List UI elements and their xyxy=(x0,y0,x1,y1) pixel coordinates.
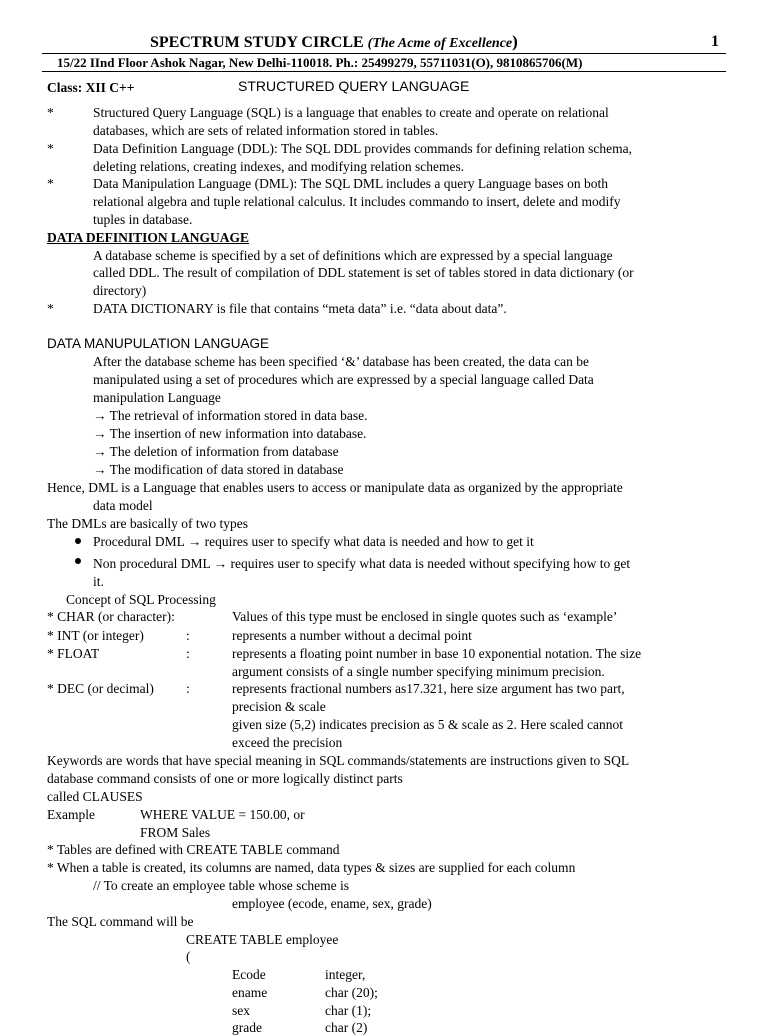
type-name: * CHAR (or character): xyxy=(47,609,175,624)
tables-line: * Tables are defined with CREATE TABLE command xyxy=(47,842,340,857)
bullet-dot-icon xyxy=(75,558,81,564)
example-label: Example xyxy=(47,807,95,822)
type-sep: : xyxy=(186,681,190,696)
topic-title: STRUCTURED QUERY LANGUAGE xyxy=(238,78,470,94)
column-type: char (1); xyxy=(325,1003,372,1018)
create-statement: CREATE TABLE employee xyxy=(186,932,339,947)
bullet-line: databases, which are sets of related information stored in tables. xyxy=(93,123,439,138)
header-tagline: (The Acme of Excellence xyxy=(367,36,513,51)
dml-type-line: it. xyxy=(93,574,104,589)
dml-heading: DATA MANUPULATION LANGUAGE xyxy=(47,336,270,351)
type-desc: precision & scale xyxy=(232,699,326,714)
ddl-heading: DATA DEFINITION LANGUAGE xyxy=(47,230,250,245)
header-address: 15/22 IInd Floor Ashok Nagar, New Delhi-110018. Ph.: 25499279, 55711031(O), 9810865706(M) xyxy=(57,55,583,70)
type-desc: represents a floating point number in base 10 exponential notation. The size xyxy=(232,646,642,661)
type-desc: exceed the precision xyxy=(232,735,343,750)
address-rule xyxy=(42,71,726,72)
arrow-item: → The deletion of information from database xyxy=(93,444,339,459)
bullet-marker: * xyxy=(47,141,54,156)
page-number: 1 xyxy=(711,33,719,50)
dml-para-line: manipulation Language xyxy=(93,390,221,405)
bullet-line: Data Definition Language (DDL): The SQL DDL provides commands for defining relation schema, xyxy=(93,141,632,156)
arrow-item: → The retrieval of information stored in data base. xyxy=(93,408,368,423)
bullet-line: deleting relations, creating indexes, and modifying relation schemes. xyxy=(93,159,465,174)
bullet-line: Structured Query Language (SQL) is a language that enables to create and operate on relational xyxy=(93,105,609,120)
dml-para-line: manipulated using a set of procedures which are expressed by a special language called Data xyxy=(93,372,594,387)
type-name: * DEC (or decimal) xyxy=(47,681,154,696)
column-name: grade xyxy=(232,1020,262,1035)
tables-comment: // To create an employee table whose scheme is xyxy=(93,878,349,893)
bullet-marker: * xyxy=(47,176,54,191)
dml-type-line: Procedural DML → requires user to specify what data is needed and how to get it xyxy=(93,534,534,549)
column-type: char (20); xyxy=(325,985,378,1000)
type-desc: given size (5,2) indicates precision as 5 & scale as 2. Here scaled cannot xyxy=(232,717,623,732)
column-name: sex xyxy=(232,1003,250,1018)
example-line: WHERE VALUE = 150.00, or xyxy=(140,807,305,822)
dml-para-line: After the database scheme has been specified ‘&’ database has been created, the data can be xyxy=(93,354,589,369)
bullet-line: relational algebra and tuple relational calculus. It includes commando to insert, delete and modify xyxy=(93,194,621,209)
header-title: SPECTRUM STUDY CIRCLE xyxy=(150,34,364,51)
hence-line: Hence, DML is a Language that enables users to access or manipulate data as organized by the appropriate xyxy=(47,480,623,495)
header-title-line xyxy=(150,32,518,54)
type-desc: represents fractional numbers as17.321, here size argument has two part, xyxy=(232,681,625,696)
hence-line: data model xyxy=(93,498,153,513)
arrow-item: → The modification of data stored in database xyxy=(93,462,344,477)
bullet-marker: * xyxy=(47,105,54,120)
column-name: Ecode xyxy=(232,967,266,982)
column-name: ename xyxy=(232,985,268,1000)
data-dictionary-line: DATA DICTIONARY is file that contains “meta data” i.e. “data about data”. xyxy=(93,301,507,316)
dml-type-line: Non procedural DML → requires user to specify what data is needed without specifying how to get xyxy=(93,556,631,571)
bullet-marker: * xyxy=(47,301,54,316)
type-desc: represents a number without a decimal point xyxy=(232,628,472,643)
column-type: integer, xyxy=(325,967,366,982)
type-sep: : xyxy=(186,628,190,643)
keywords-line: called CLAUSES xyxy=(47,789,143,804)
type-sep: : xyxy=(186,646,190,661)
bullet-dot-icon xyxy=(75,538,81,544)
class-label: Class: XII C++ xyxy=(47,80,135,95)
arrow-item: → The insertion of new information into database. xyxy=(93,426,367,441)
concept-heading: Concept of SQL Processing xyxy=(66,592,216,607)
keywords-line: database command consists of one or more logically distinct parts xyxy=(47,771,403,786)
type-desc: argument consists of a single number specifying minimum precision. xyxy=(232,664,605,679)
bullet-line: Data Manipulation Language (DML): The SQL DML includes a query Language bases on both xyxy=(93,176,608,191)
type-name: * INT (or integer) xyxy=(47,628,144,643)
ddl-para-line: directory) xyxy=(93,283,147,298)
bullet-line: tuples in database. xyxy=(93,212,193,227)
open-paren: ( xyxy=(186,949,191,964)
tables-scheme: employee (ecode, ename, sex, grade) xyxy=(232,896,432,911)
type-desc: Values of this type must be enclosed in single quotes such as ‘example’ xyxy=(232,609,618,624)
column-type: char (2) xyxy=(325,1020,368,1035)
example-line: FROM Sales xyxy=(140,825,211,840)
ddl-para-line: called DDL. The result of compilation of DDL statement is set of tables stored in data dictionary (or xyxy=(93,265,634,280)
type-name: * FLOAT xyxy=(47,646,100,661)
tables-intro: The SQL command will be xyxy=(47,914,194,929)
keywords-line: Keywords are words that have special meaning in SQL commands/statements are instructions given to SQL xyxy=(47,753,630,768)
ddl-para-line: A database scheme is specified by a set of definitions which are expressed by a special language xyxy=(93,248,613,263)
dml-types-intro: The DMLs are basically of two types xyxy=(47,516,248,531)
header-tagline-close: ) xyxy=(512,32,518,51)
tables-line: * When a table is created, its columns are named, data types & sizes are supplied for each column xyxy=(47,860,576,875)
